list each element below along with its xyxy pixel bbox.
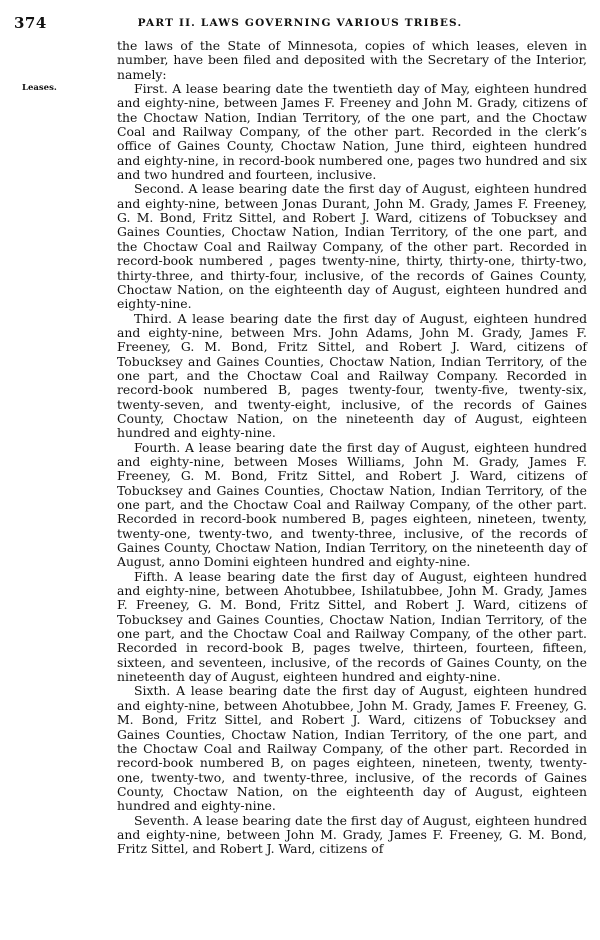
- paragraph-fifth-lease: Fifth. A lease bearing date the first day of August, eighteen hundred and eighty-nine, between Ahotubbee, Ishilatubbee, John M. Grady, James F. Freeney, G. M. Bond, Fritz Sittel, and Robert J. Ward, citizens of Tobucksey and Gaines Counties, Choctaw Nation, Indian Territory, of the one part, and the Choctaw Coal and Railway Company, of the other part. Recorded in record-book B, pages twelve, thirteen, fourteen, fifteen, sixteen, and seventeen, inclusive, of the records of Gaines County, on the nineteenth day of August, eighteen hundred and eighty-nine.: [117, 568, 587, 685]
- paragraph-third-lease: Third. A lease bearing date the first day of August, eighteen hundred and eighty-nine, between Mrs. John Adams, John M. Grady, James F. Freeney, G. M. Bond, Fritz Sittel, and Robert J. Ward, citizens of Tobucksey and Gaines Counties, Choctaw Nation, Indian Territory, of the one part, and the Choctaw Coal and Railway Company. Recorded in record-book numbered B, pages twenty-four, twenty-five, twenty-six, twenty-seven, and twenty-eight, inclusive, of the records of Gaines County, Choctaw Nation, on the nineteenth day of August, eighteen hundred and eighty-nine.: [117, 310, 587, 441]
- paragraph-seventh-lease: Seventh. A lease bearing date the first day of August, eighteen hundred and eighty-nine, between John M. Grady, James F. Freeney, G. M. Bond, Fritz Sittel, and Robert J. Ward, citizens of: [117, 812, 587, 857]
- body-text: [117, 39, 587, 857]
- paragraph-second-lease: Second. A lease bearing date the first day of August, eighteen hundred and eighty-nine, between Jonas Durant, John M. Grady, James F. Freeney, G. M. Bond, Fritz Sittel, and Robert J. Ward, citizens of Tobucksey and Gaines Counties, Choctaw Nation, Indian Territory, of the one part, and the Choctaw Coal and Railway Company, of the other part. Recorded in record-book numbered , pages twenty-nine, thirty, thirty-one, thirty-two, thirty-three, and thirty-four, inclusive, of the records of Gaines County, Choctaw Nation, on the eighteenth day of August, eighteen hundred and eighty-nine.: [117, 181, 587, 312]
- paragraph-continuation: the laws of the State of Minnesota, copies of which leases, eleven in number, have been filed and deposited with the Secretary of the Interior, namely:: [117, 38, 587, 82]
- page-header: [14, 14, 586, 34]
- page-number: 374: [14, 14, 47, 32]
- running-head: PART II. LAWS GOVERNING VARIOUS TRIBES.: [137, 17, 463, 29]
- paragraph-sixth-lease: Sixth. A lease bearing date the first day of August, eighteen hundred and eighty-nine, between Ahotubbee, John M. Grady, James F. Freeney, G. M. Bond, Fritz Sittel, and Robert J. Ward, citizens of Tobucksey and Gaines Counties, Choctaw Nation, Indian Territory, of the one part, and the Choctaw Coal and Railway Company, of the other part. Recorded in record-book numbered B, on pages eighteen, nineteen, twenty, twenty-one, twenty-two, and twenty-three, inclusive, of the records of Gaines County, Choctaw Nation, on the eighteenth day of August, eighteen hundred and eighty-nine.: [117, 683, 587, 814]
- paragraph-fourth-lease: Fourth. A lease bearing date the first day of August, eighteen hundred and eighty-nine, between Moses Williams, John M. Grady, James F. Freeney, G. M. Bond, Fritz Sittel, and Robert J. Ward, citizens of Tobucksey and Gaines Counties, Choctaw Nation, Indian Territory, of the one part, and the Choctaw Coal and Railway Company, of the other part. Recorded in record-book numbered B, pages eighteen, nineteen, twenty, twenty-one, twenty-two, and twenty-three, inclusive, of the records of Gaines County, Choctaw Nation, Indian Territory, on the nineteenth day of August, anno Domini eighteen hundred and eighty-nine.: [117, 439, 587, 570]
- margin-note: Leases.: [22, 83, 57, 93]
- paragraph-first-lease: First. A lease bearing date the twentieth day of May, eighteen hundred and eighty-nine, between James F. Freeney and John M. Grady, citizens of the Choctaw Nation, Indian Territory, of the one part, and the Choctaw Coal and Railway Company, of the other part. Recorded in the clerk’s office of Gaines County, Choctaw Nation, June third, eighteen hundred and eighty-nine, in record-book numbered one, pages two hundred and six and two hundred and fourteen, inclusive.: [117, 81, 587, 183]
